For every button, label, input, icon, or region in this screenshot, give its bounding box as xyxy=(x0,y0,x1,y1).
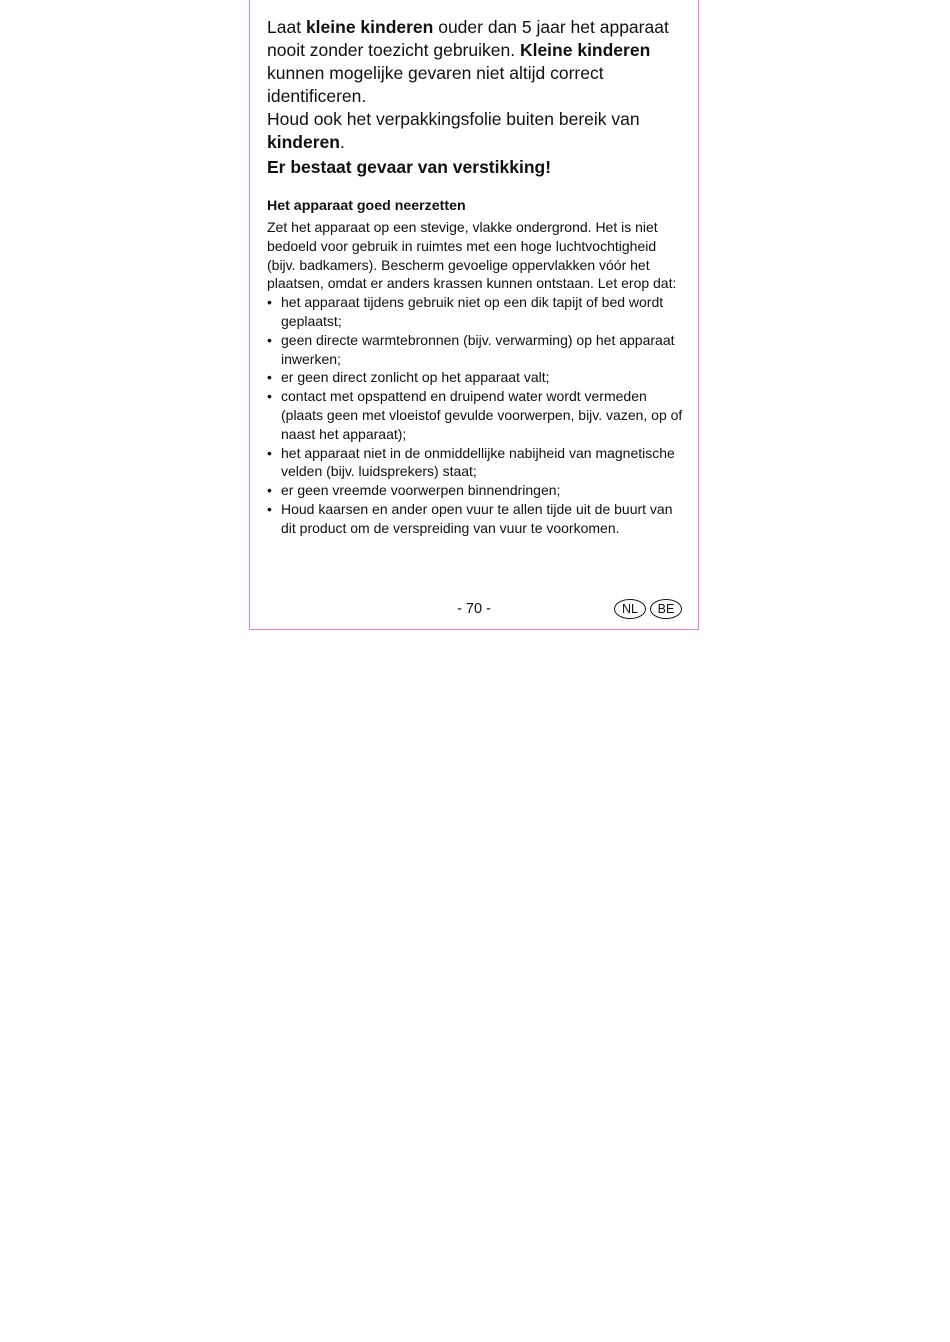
placement-checklist xyxy=(267,293,685,537)
list-item: • het apparaat tijdens gebruik niet op een dik tapijt of bed wordt geplaatst; xyxy=(267,293,685,331)
list-item: • geen directe warmtebronnen (bijv. verwarming) op het apparaat inwerken; xyxy=(267,331,685,369)
warning-emphasis: kinderen xyxy=(267,132,340,152)
country-badge-be: BE xyxy=(650,599,682,619)
list-item: • contact met opspattend en druipend water wordt vermeden (plaats geen met vloeistof gevulde voorwerpen, bijv. vazen, op of naast het apparaat); xyxy=(267,387,685,443)
page-footer xyxy=(250,598,698,620)
section-heading: Het apparaat goed neerzetten xyxy=(267,198,466,214)
page-content xyxy=(267,16,685,538)
warning-emphasis: Kleine kinderen xyxy=(519,40,651,60)
warning-text: kunnen mogelijke gevaren niet altijd correct identificeren. xyxy=(267,63,604,106)
document-page xyxy=(249,0,699,630)
warning-text: Laat xyxy=(267,17,306,37)
list-item: • er geen vreemde voorwerpen binnendringen; xyxy=(267,481,685,500)
child-safety-warning xyxy=(267,16,685,179)
suffocation-warning: Er bestaat gevaar van verstikking! xyxy=(267,157,552,177)
country-badge-nl: NL xyxy=(614,599,646,619)
warning-paragraph xyxy=(267,108,685,154)
warning-paragraph xyxy=(267,16,685,108)
list-item: • Houd kaarsen en ander open vuur te allen tijde uit de buurt van dit product om de verspreiding van vuur te voorkomen. xyxy=(267,500,685,538)
warning-text: . xyxy=(339,132,345,152)
section-intro: Zet het apparaat op een stevige, vlakke ondergrond. Het is niet bedoeld voor gebruik in ruimtes met een hoge luchtvochtigheid (bijv. badkamers). Bescherm gevoelige oppervlakken vóór het plaatsen, omdat er anders krassen kunnen ontstaan. Let erop dat: xyxy=(267,219,677,292)
list-item: • het apparaat niet in de onmiddellijke nabijheid van magnetische velden (bijv. luidsprekers) staat; xyxy=(267,444,685,482)
warning-text: Houd ook het verpakkingsfolie buiten bereik van xyxy=(267,109,640,129)
country-badges xyxy=(614,599,682,619)
warning-emphasis: kleine kinderen xyxy=(305,17,434,37)
warning-text: ouder dan 5 jaar het apparaat nooit zonder toezicht gebruiken. xyxy=(267,17,669,60)
page-number: - 70 - xyxy=(457,601,491,617)
list-item: • er geen direct zonlicht op het apparaat valt; xyxy=(267,368,685,387)
